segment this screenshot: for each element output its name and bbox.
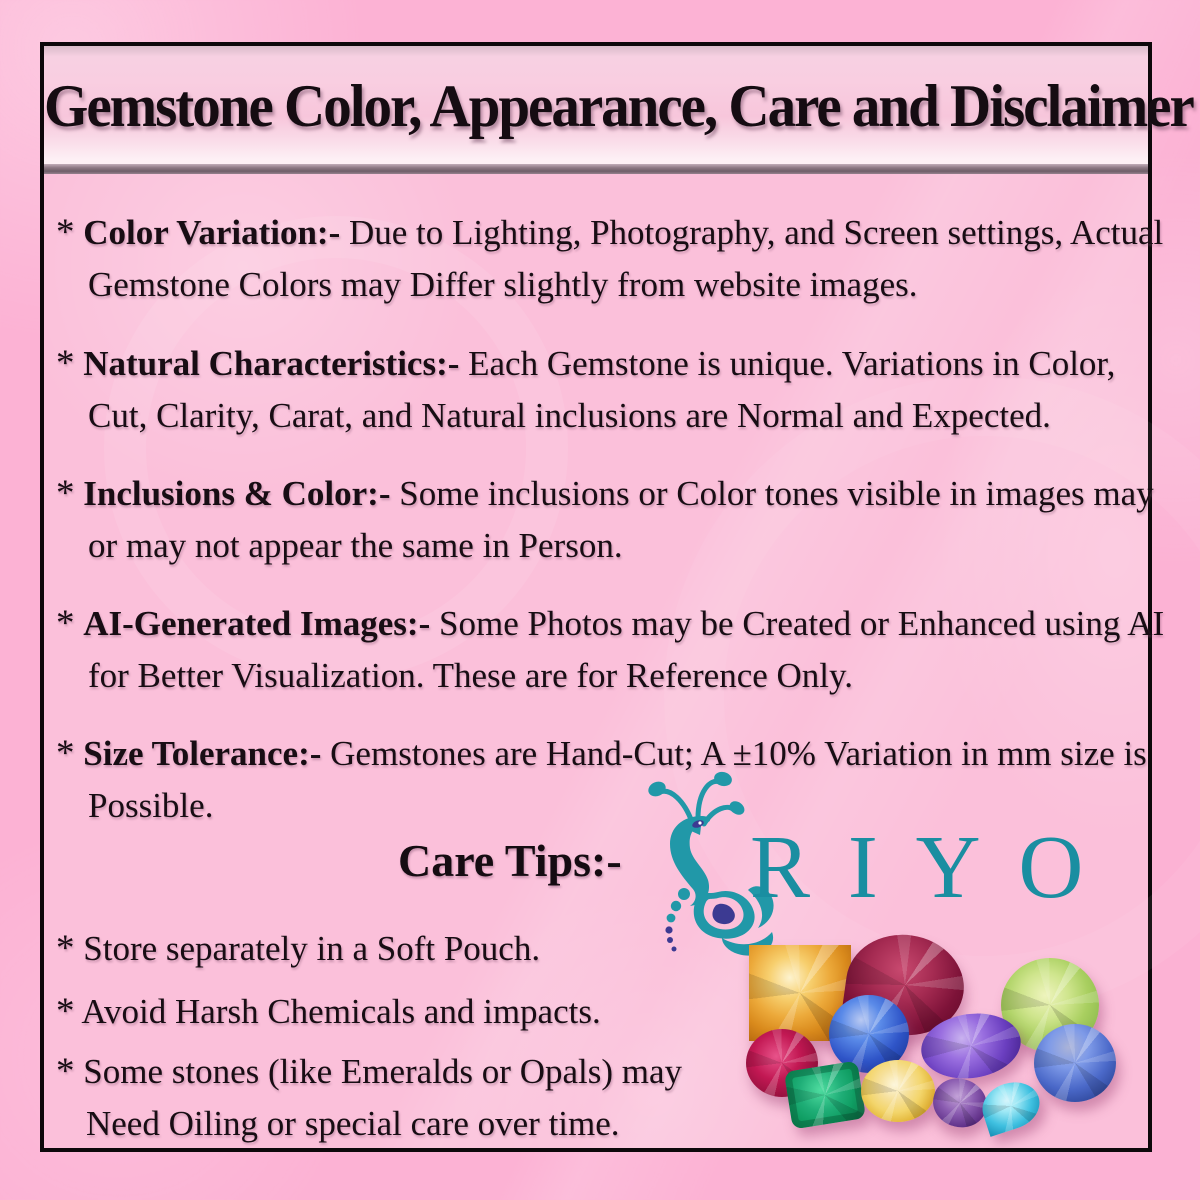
care-tip-item bbox=[56, 1046, 730, 1150]
brand-name: RIYO bbox=[750, 818, 1122, 917]
disclaimer-label: Natural Characteristics:- bbox=[83, 344, 460, 383]
disclaimer-text: Due to Lighting, Photography, and Screen settings, Actual Gemstone Colors may Differ slightly from website images. bbox=[88, 213, 1164, 304]
page-title: Gemstone Color, Appearance, Care and Disclaimer bbox=[44, 73, 1193, 140]
care-tip-text: Avoid Harsh Chemicals and impacts. bbox=[81, 992, 601, 1031]
disclaimer-item-natural-characteristics bbox=[56, 338, 1166, 442]
disclaimer-panel bbox=[40, 42, 1193, 1152]
disclaimer-text: Each Gemstone is unique. Variations in Color, Cut, Clarity, Carat, and Natural inclusions are Normal and Expected. bbox=[88, 344, 1116, 435]
care-tip-item bbox=[56, 986, 730, 1038]
disclaimer-item-color-variation bbox=[56, 207, 1166, 311]
care-tips-heading: Care Tips:- bbox=[398, 835, 622, 886]
asterisk-marker: * bbox=[56, 212, 75, 253]
care-tip-item bbox=[56, 923, 730, 975]
emerald-gem bbox=[784, 1061, 866, 1130]
asterisk-marker: * bbox=[56, 603, 75, 644]
asterisk-marker: * bbox=[56, 733, 75, 774]
asterisk-marker: * bbox=[56, 343, 75, 384]
disclaimer-item-inclusions-color bbox=[56, 468, 1166, 572]
title-banner bbox=[44, 46, 1193, 164]
disclaimer-text: Some inclusions or Color tones visible in images may or may not appear the same in Person. bbox=[88, 474, 1154, 565]
care-tip-text: Store separately in a Soft Pouch. bbox=[83, 929, 541, 968]
asterisk-marker: * bbox=[56, 473, 75, 514]
disclaimer-item-ai-generated-images bbox=[56, 598, 1166, 702]
disclaimer-label: Size Tolerance:- bbox=[83, 734, 322, 773]
asterisk-marker: * bbox=[56, 991, 75, 1032]
tanzanite-gem bbox=[1034, 1024, 1116, 1102]
blue-topaz-gem bbox=[976, 1075, 1045, 1137]
banner-divider bbox=[44, 164, 1148, 174]
disclaimer-text: Some Photos may be Created or Enhanced using AI for Better Visualization. These are for Reference Only. bbox=[88, 604, 1165, 695]
disclaimer-text: Gemstones are Hand-Cut; A ±10% Variation in mm size is Possible. bbox=[88, 734, 1147, 825]
asterisk-marker: * bbox=[56, 1051, 75, 1092]
disclaimer-label: Inclusions & Color:- bbox=[83, 474, 391, 513]
golden-topaz-gem bbox=[861, 1060, 935, 1122]
gemstone-cluster-image bbox=[740, 930, 1150, 1170]
care-tip-text: Some stones (like Emeralds or Opals) may Need Oiling or special care over time. bbox=[83, 1052, 683, 1143]
disclaimer-label: Color Variation:- bbox=[83, 213, 341, 252]
disclaimer-label: AI-Generated Images:- bbox=[83, 604, 431, 643]
asterisk-marker: * bbox=[56, 928, 75, 969]
